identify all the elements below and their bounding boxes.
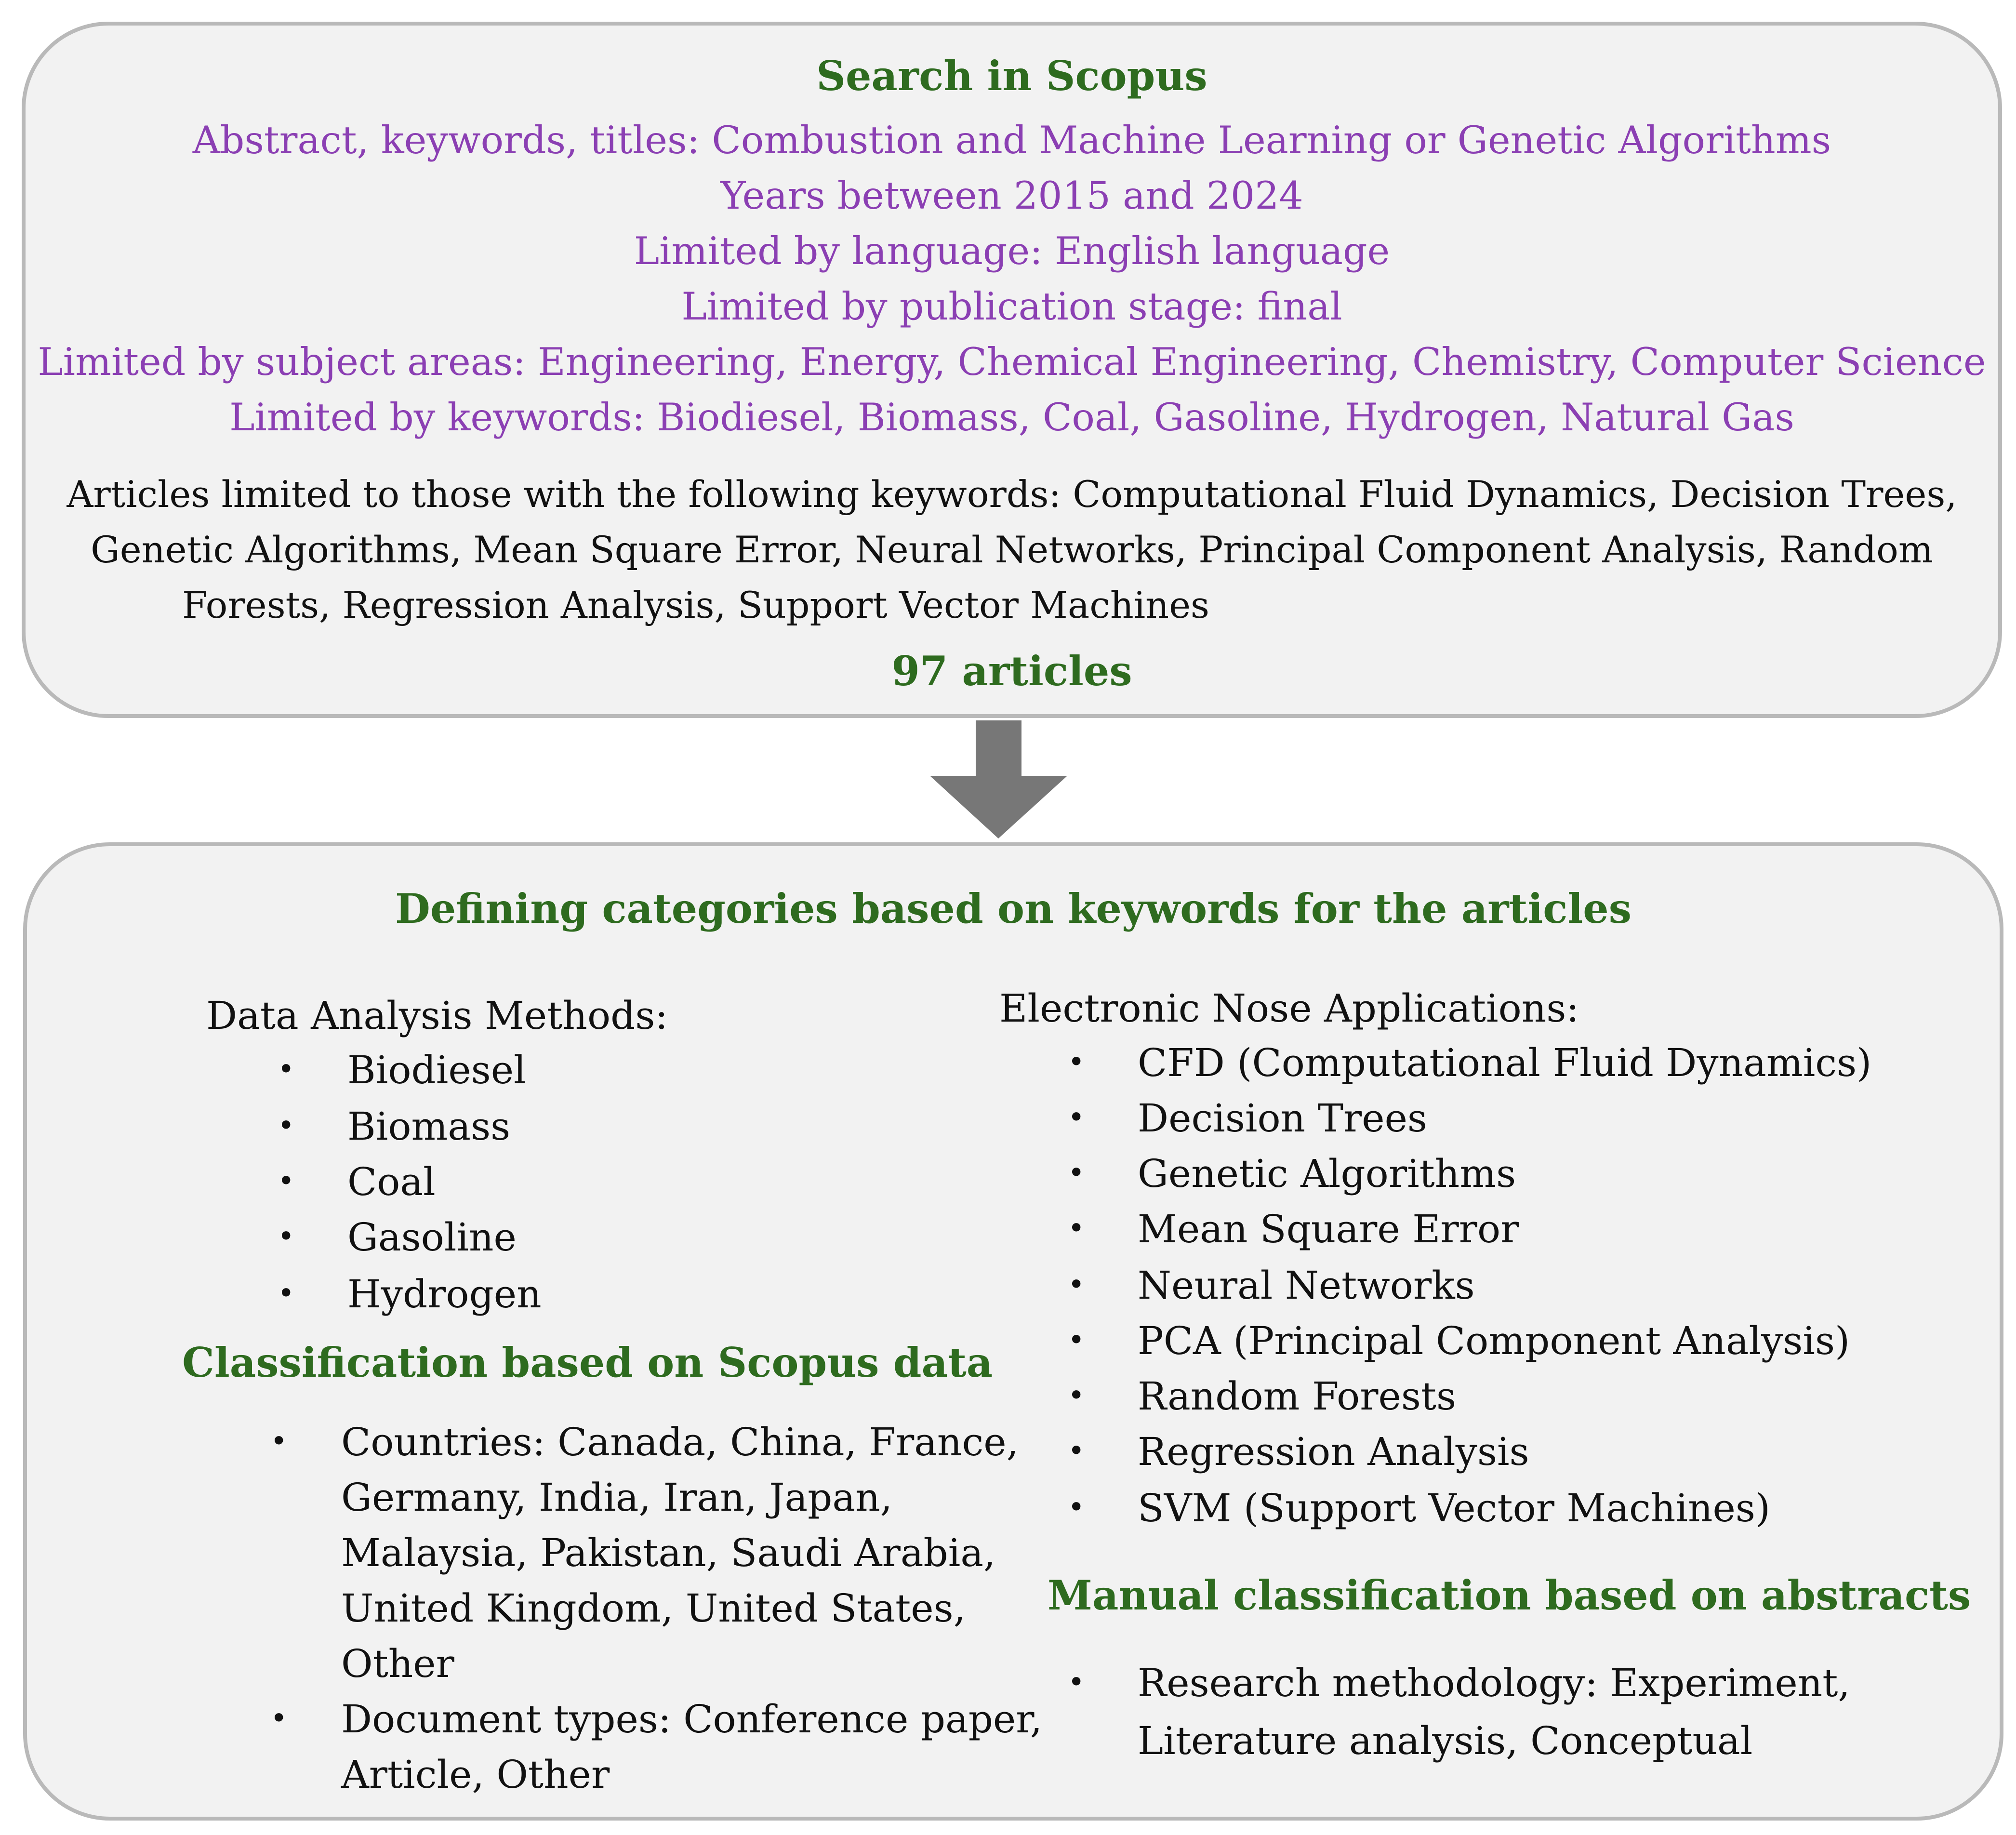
left-item-gasoline: Gasoline — [347, 1215, 517, 1260]
articles-limit-line-2: Genetic Algorithms, Mean Square Error, Neural Networks, Principal Component Analysis, Random — [91, 528, 1933, 571]
right-item-cfd: CFD (Computational Fluid Dynamics) — [1138, 1040, 1872, 1085]
bullet-icon: • — [1068, 1379, 1085, 1412]
criteria-years: Years between 2015 and 2024 — [720, 173, 1303, 218]
manual-classification-title: Manual classification based on abstracts — [1048, 1571, 1971, 1619]
left-item-hydrogen: Hydrogen — [347, 1272, 542, 1316]
articles-limit-line-1: Articles limited to those with the following keywords: Computational Fluid Dynamics, Decision Trees, — [66, 473, 1957, 516]
bullet-icon: • — [1068, 1490, 1085, 1524]
criteria-keywords: Limited by keywords: Biodiesel, Biomass, Coal, Gasoline, Hydrogen, Natural Gas — [229, 395, 1794, 439]
right-item-decision-trees: Decision Trees — [1138, 1096, 1427, 1141]
search-title: Search in Scopus — [816, 52, 1207, 100]
categories-title: Defining categories based on keywords for the articles — [395, 885, 1632, 932]
countries-line-1: Countries: Canada, China, France, — [341, 1420, 1019, 1464]
criteria-abstract: Abstract, keywords, titles: Combustion and Machine Learning or Genetic Algorithms — [192, 118, 1831, 162]
right-item-mean-square-error: Mean Square Error — [1138, 1207, 1519, 1251]
electronic-nose-heading: Electronic Nose Applications: — [999, 986, 1579, 1031]
down-arrow-icon — [930, 720, 1067, 838]
bullet-icon: • — [270, 1702, 288, 1735]
bullet-icon: • — [1068, 1434, 1085, 1468]
left-item-biomass: Biomass — [347, 1104, 511, 1149]
criteria-subject-areas: Limited by subject areas: Engineering, Energy, Chemical Engineering, Chemistry, Computer Science — [38, 340, 1986, 384]
bullet-icon: • — [278, 1277, 295, 1310]
right-item-pca: PCA (Principal Component Analysis) — [1138, 1318, 1850, 1363]
right-item-regression-analysis: Regression Analysis — [1138, 1429, 1529, 1474]
doctypes-line-2: Article, Other — [341, 1752, 610, 1797]
countries-line-3: Malaysia, Pakistan, Saudi Arabia, — [341, 1530, 996, 1575]
bullet-icon: • — [1068, 1045, 1085, 1079]
methodology-line-2: Literature analysis, Conceptual — [1138, 1718, 1753, 1763]
bullet-icon: • — [278, 1052, 295, 1086]
bullet-icon: • — [278, 1164, 295, 1198]
bullet-icon: • — [1068, 1665, 1085, 1699]
categories-box — [23, 842, 2003, 1821]
bullet-icon: • — [1068, 1268, 1085, 1302]
methodology-line-1: Research methodology: Experiment, — [1138, 1661, 1850, 1705]
left-item-biodiesel: Biodiesel — [347, 1048, 526, 1092]
criteria-stage: Limited by publication stage: final — [681, 284, 1342, 329]
articles-limit-line-3: Forests, Regression Analysis, Support Vector Machines — [182, 584, 1210, 626]
countries-line-5: Other — [341, 1641, 454, 1686]
bullet-icon: • — [278, 1220, 295, 1253]
data-analysis-heading: Data Analysis Methods: — [206, 993, 668, 1038]
countries-line-2: Germany, India, Iran, Japan, — [341, 1475, 893, 1520]
search-box — [22, 22, 2002, 718]
bullet-icon: • — [1068, 1156, 1085, 1190]
bullet-icon: • — [270, 1424, 288, 1458]
right-item-genetic-algorithms: Genetic Algorithms — [1138, 1151, 1516, 1196]
countries-line-4: United Kingdom, United States, — [341, 1586, 966, 1631]
right-item-neural-networks: Neural Networks — [1138, 1263, 1475, 1308]
right-item-random-forests: Random Forests — [1138, 1374, 1457, 1419]
result-count: 97 articles — [891, 647, 1132, 695]
bullet-icon: • — [278, 1109, 295, 1143]
bullet-icon: • — [1068, 1323, 1085, 1357]
right-item-svm: SVM (Support Vector Machines) — [1138, 1486, 1771, 1530]
left-item-coal: Coal — [347, 1159, 436, 1204]
criteria-language: Limited by language: English language — [634, 229, 1390, 273]
bullet-icon: • — [1068, 1101, 1085, 1134]
scopus-classification-title: Classification based on Scopus data — [182, 1339, 993, 1386]
bullet-icon: • — [1068, 1211, 1085, 1245]
doctypes-line-1: Document types: Conference paper, — [341, 1697, 1043, 1742]
